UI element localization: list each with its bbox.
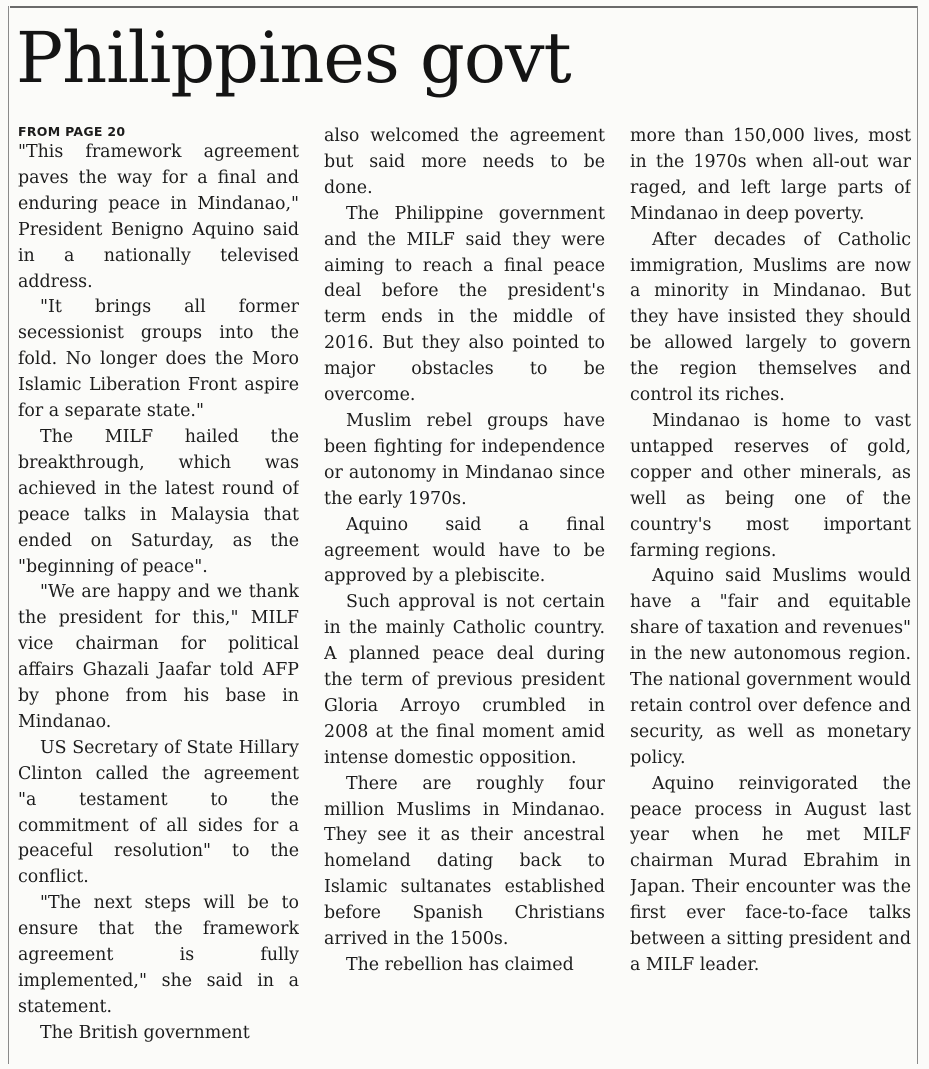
- paragraph: Such approval is not certain in the mainly Catholic country. A planned peace deal during the term of previous president Gloria Arroyo crumbled in 2008 at the final moment amid intense domestic opposition.: [324, 592, 605, 768]
- top-rule: [10, 6, 917, 8]
- paragraph: The MILF hailed the breakthrough, which was achieved in the latest round of peace talks in Malaysia that ended on Saturday, as the "beginning of peace".: [18, 426, 299, 577]
- jump-label: FROM PAGE 20: [18, 124, 126, 139]
- column-3: [630, 124, 911, 1069]
- paragraph: The British government: [40, 1022, 250, 1043]
- right-column-rule: [917, 6, 918, 1064]
- paragraph: "It brings all former secessionist groups into the fold. No longer does the Moro Islamic Liberation Front aspire for a separate state.": [18, 297, 299, 422]
- paragraph: also welcomed the agreement but said more needs to be done.: [324, 126, 605, 198]
- paragraph: more than 150,000 lives, most in the 1970s when all-out war raged, and left large parts of Mindanao in deep poverty.: [630, 126, 911, 224]
- paragraph: Aquino said a final agreement would have to be approved by a plebiscite.: [324, 514, 605, 587]
- paragraph: Aquino reinvigorated the peace process in August last year when he met MILF chairman Murad Ebrahim in Japan. Their encounter was the first ever face-to-face talks between a sitting president and a MILF leader.: [630, 773, 911, 975]
- paragraph: There are roughly four million Muslims in Mindanao. They see it as their ancestral homeland dating back to Islamic sultanates established before Spanish Christians arrived in the 1500s.: [324, 773, 605, 950]
- article-body: [18, 124, 913, 1069]
- column-1: [18, 124, 299, 1069]
- column-2: [324, 124, 605, 1069]
- paragraph: "We are happy and we thank the president for this," MILF vice chairman for political affairs Ghazali Jaafar told AFP by phone from his base in Mindanao.: [18, 582, 299, 732]
- paragraph: "This framework agreement paves the way for a final and enduring peace in Mindanao," President Benigno Aquino said in a nationally televised address.: [18, 142, 299, 292]
- left-column-rule: [8, 6, 9, 1064]
- paragraph: Muslim rebel groups have been fighting for independence or autonomy in Mindanao since the early 1970s.: [324, 410, 605, 509]
- paragraph: US Secretary of State Hillary Clinton called the agreement "a testament to the commitment of all sides for a peaceful resolution" to the conflict.: [18, 737, 299, 888]
- paragraph: The Philippine government and the MILF said they were aiming to reach a final peace deal before the president's term ends in the middle of 2016. But they also pointed to major obstacles to be overcome.: [324, 203, 605, 406]
- paragraph: After decades of Catholic immigration, Muslims are now a minority in Mindanao. But they have insisted they should be allowed largely to govern the region themselves and control its riches.: [630, 229, 911, 406]
- paragraph: "The next steps will be to ensure that the framework agreement is fully implemented," she said in a statement.: [18, 893, 299, 1017]
- paragraph: Aquino said Muslims would have a "fair and equitable share of taxation and revenues" in the new autonomous region. The national government would retain control over defence and security, as well as monetary policy.: [630, 566, 911, 768]
- paragraph: Mindanao is home to vast untapped reserves of gold, copper and other minerals, as well as being one of the country's most important farming regions.: [630, 410, 911, 561]
- paragraph: The rebellion has claimed: [346, 955, 574, 975]
- headline: Philippines govt: [16, 17, 571, 99]
